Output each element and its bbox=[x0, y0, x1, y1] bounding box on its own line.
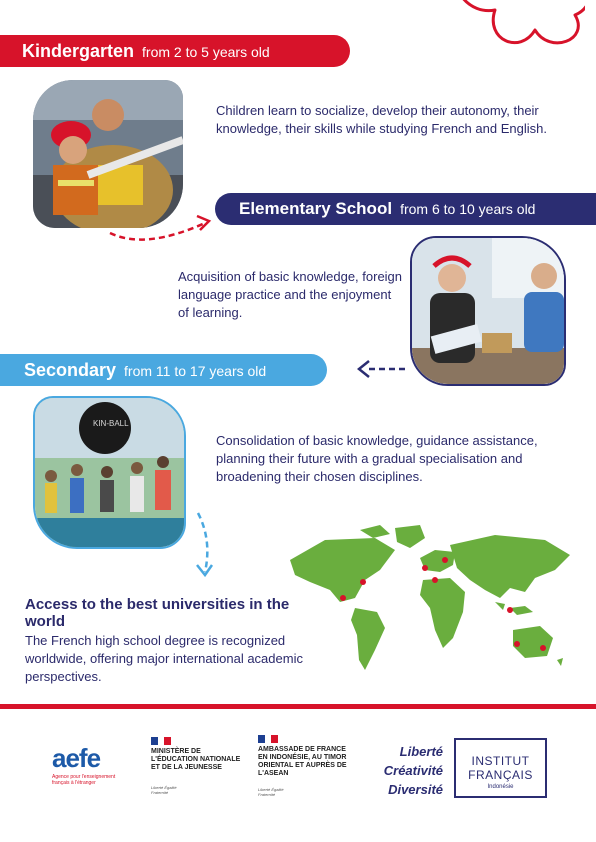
french-flag-icon bbox=[258, 735, 278, 743]
aefe-subtitle: Agence pour l'enseignement français à l'étranger bbox=[52, 774, 116, 786]
kindergarten-banner bbox=[0, 35, 350, 67]
elementary-age: from 6 to 10 years old bbox=[400, 201, 536, 217]
ambassade-name: AMBASSADE DE FRANCE EN INDONÉSIE, AU TIMOR ORIENTAL ET AUPRÈS DE L'ASEAN bbox=[258, 746, 347, 777]
secondary-banner bbox=[0, 354, 327, 386]
dashed-arrow-icon bbox=[355, 355, 410, 385]
elementary-description: Acquisition of basic knowledge, foreign language practice and the enjoyment of learning. bbox=[178, 269, 403, 320]
motto-line-3: Diversité bbox=[388, 782, 443, 797]
world-map bbox=[285, 520, 575, 680]
dashed-arrow-icon bbox=[190, 510, 220, 580]
secondary-age: from 11 to 17 years old bbox=[124, 363, 267, 379]
secondary-photo bbox=[33, 396, 186, 549]
kindergarten-description: Children learn to socialize, develop their autonomy, their knowledge, their skills while studying French and English. bbox=[216, 103, 547, 136]
institut-line-1: INSTITUT bbox=[471, 754, 530, 768]
motto-line-1: Liberté bbox=[399, 744, 443, 759]
motto-line-2: Créativité bbox=[383, 763, 443, 778]
ministere-motto: Liberté Égalité Fraternité bbox=[151, 785, 177, 795]
elementary-photo bbox=[410, 236, 566, 386]
secondary-title: Secondary bbox=[24, 360, 117, 380]
aefe-logo: aefe bbox=[52, 743, 101, 773]
elementary-banner bbox=[215, 193, 596, 225]
institut-francais-logo bbox=[454, 738, 547, 798]
dashed-arrow-icon bbox=[105, 208, 220, 248]
kindergarten-title: Kindergarten bbox=[22, 41, 135, 61]
ministere-name: MINISTÈRE DE L'ÉDUCATION NATIONALE ET DE LA JEUNESSE bbox=[151, 748, 241, 771]
kindergarten-photo bbox=[33, 80, 183, 228]
svg-text:KIN-BALL: KIN-BALL bbox=[93, 419, 129, 428]
french-flag-icon bbox=[151, 737, 171, 745]
universities-title: Access to the best universities in the world bbox=[25, 596, 290, 630]
institut-line-3: Indonésie bbox=[487, 784, 514, 790]
kindergarten-age: from 2 to 5 years old bbox=[142, 44, 270, 60]
flower-outline-icon bbox=[425, 0, 585, 60]
liberte-creativite-diversite bbox=[365, 742, 443, 799]
universities-description: The French high school degree is recognized worldwide, offering major international academic perspectives. bbox=[25, 633, 303, 684]
elementary-title: Elementary School bbox=[239, 199, 393, 218]
ambassade-motto: Liberté Égalité Fraternité bbox=[258, 787, 284, 797]
institut-line-2: FRANÇAIS bbox=[468, 768, 533, 782]
footer-divider bbox=[0, 704, 596, 709]
secondary-description: Consolidation of basic knowledge, guidance assistance, planning their future with a gradual specialisation and broadening their chosen disciplines. bbox=[216, 433, 538, 484]
